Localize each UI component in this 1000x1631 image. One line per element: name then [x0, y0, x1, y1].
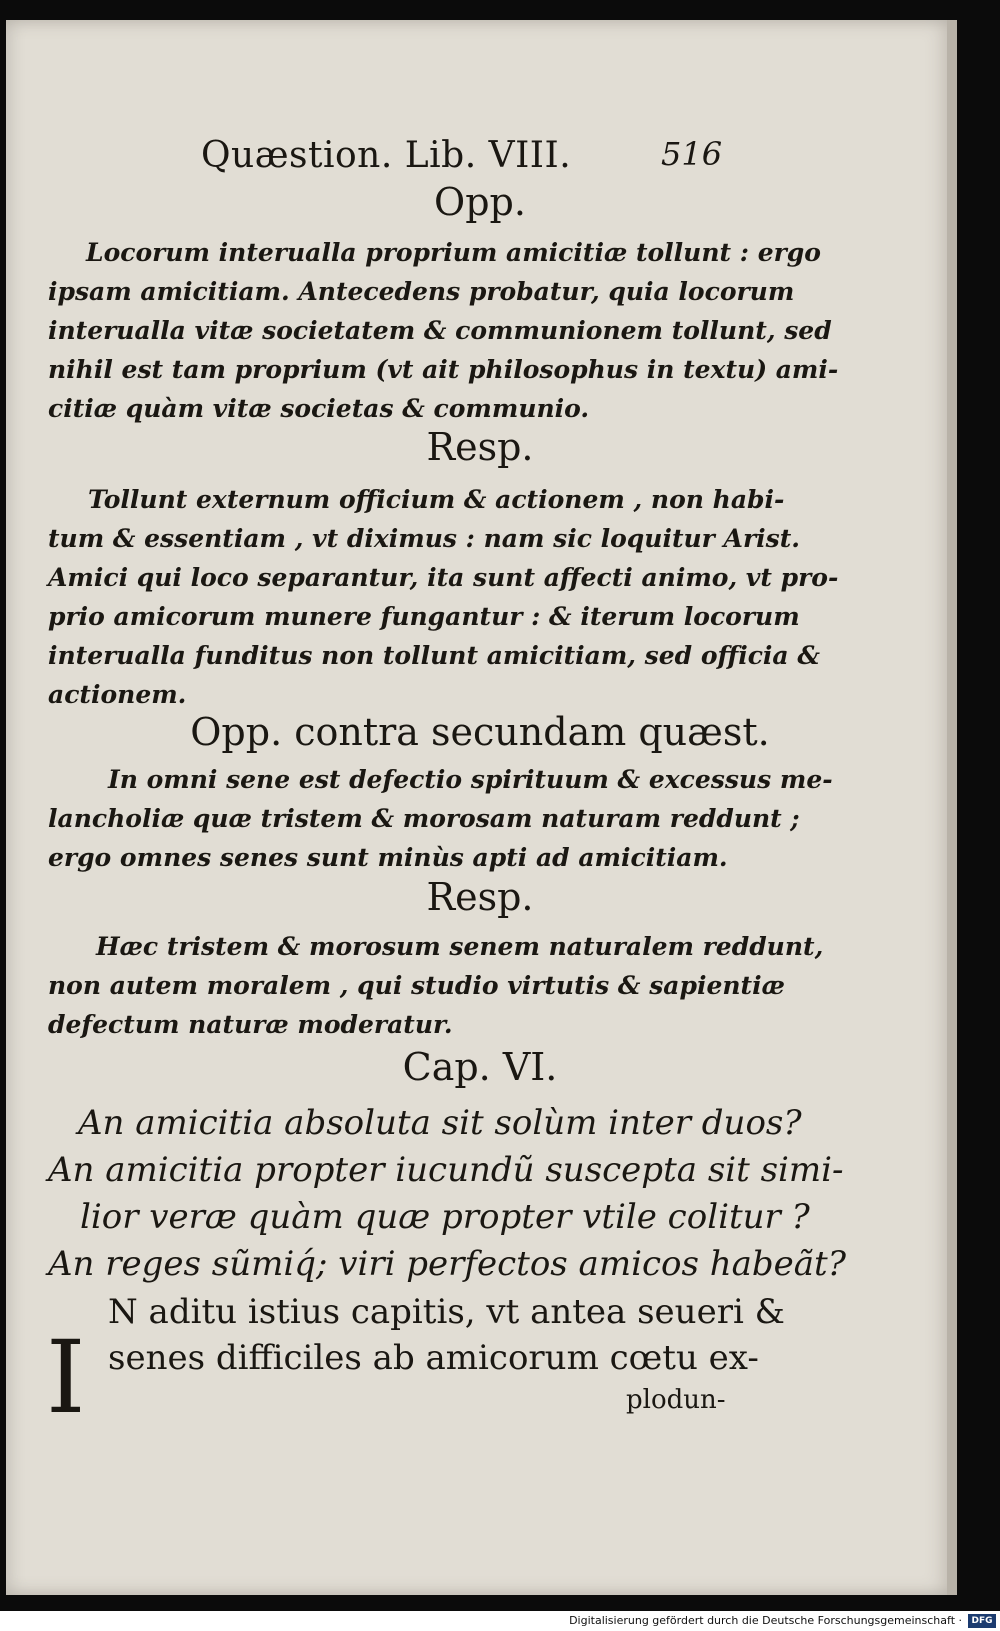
text-line: non autem moralem , qui studio virtutis & sapientiæ — [48, 971, 785, 1000]
page-edge — [947, 20, 957, 1595]
text-line: Hæc tristem & morosum senem naturalem reddunt, — [96, 932, 824, 961]
text-line: Locorum interualla proprium amicitiæ tollunt : ergo — [86, 238, 821, 267]
book-page — [6, 20, 957, 1595]
section-heading-resp: Resp. — [426, 425, 534, 469]
running-head: Quæstion. Lib. VIII. — [201, 135, 572, 176]
text-line: citiæ quàm vitæ societas & communio. — [48, 394, 590, 423]
digitization-footer — [0, 1611, 1000, 1631]
page-number: 516 — [661, 135, 723, 173]
text-line: ergo omnes senes sunt minùs apti ad amicitiam. — [48, 843, 728, 872]
section-heading-opp-contra: Opp. contra secundam quæst. — [190, 710, 770, 754]
chapter-question: An reges sũmiq́; viri perfectos amicos habeãt? — [48, 1244, 846, 1284]
chapter-question: An amicitia propter iucundũ suscepta sit simi- — [48, 1150, 844, 1190]
text-line: Amici qui loco separantur, ita sunt affecti animo, vt pro- — [48, 563, 839, 592]
section-heading-resp: Resp. — [426, 875, 534, 919]
chapter-heading: Cap. VI. — [402, 1045, 558, 1089]
text-line: senes difficiles ab amicorum cœtu ex- — [108, 1338, 759, 1378]
footer-credit: Digitalisierung gefördert durch die Deutsche Forschungsgemeinschaft · — [569, 1614, 962, 1627]
chapter-question: An amicitia absoluta sit solùm inter duos? — [78, 1103, 802, 1143]
text-line: tum & essentiam , vt diximus : nam sic loquitur Arist. — [48, 524, 800, 553]
text-line: prio amicorum munere fungantur : & iterum locorum — [48, 602, 800, 631]
text-line: nihil est tam proprium (vt ait philosophus in textu) ami- — [48, 355, 839, 384]
text-line: Tollunt externum officium & actionem , non habi- — [88, 485, 785, 514]
text-line: interualla funditus non tollunt amicitiam, sed officia & — [48, 641, 820, 670]
text-line: actionem. — [48, 680, 187, 709]
text-line: interualla vitæ societatem & communionem tollunt, sed — [48, 316, 832, 345]
text-line: N aditu istius capitis, vt antea seueri & — [108, 1292, 785, 1332]
catchword: plodun- — [626, 1385, 726, 1415]
dfg-logo-icon: DFG — [968, 1614, 996, 1628]
text-line: lancholiæ quæ tristem & morosam naturam reddunt ; — [48, 804, 800, 833]
text-line: defectum naturæ moderatur. — [48, 1010, 453, 1039]
section-heading-opp: Opp. — [434, 180, 526, 224]
chapter-question: lior veræ quàm quæ propter vtile colitur ? — [80, 1197, 810, 1237]
drop-cap: I — [46, 1319, 86, 1436]
text-line: ipsam amicitiam. Antecedens probatur, quia locorum — [48, 277, 795, 306]
text-line: In omni sene est defectio spirituum & excessus me- — [108, 765, 833, 794]
